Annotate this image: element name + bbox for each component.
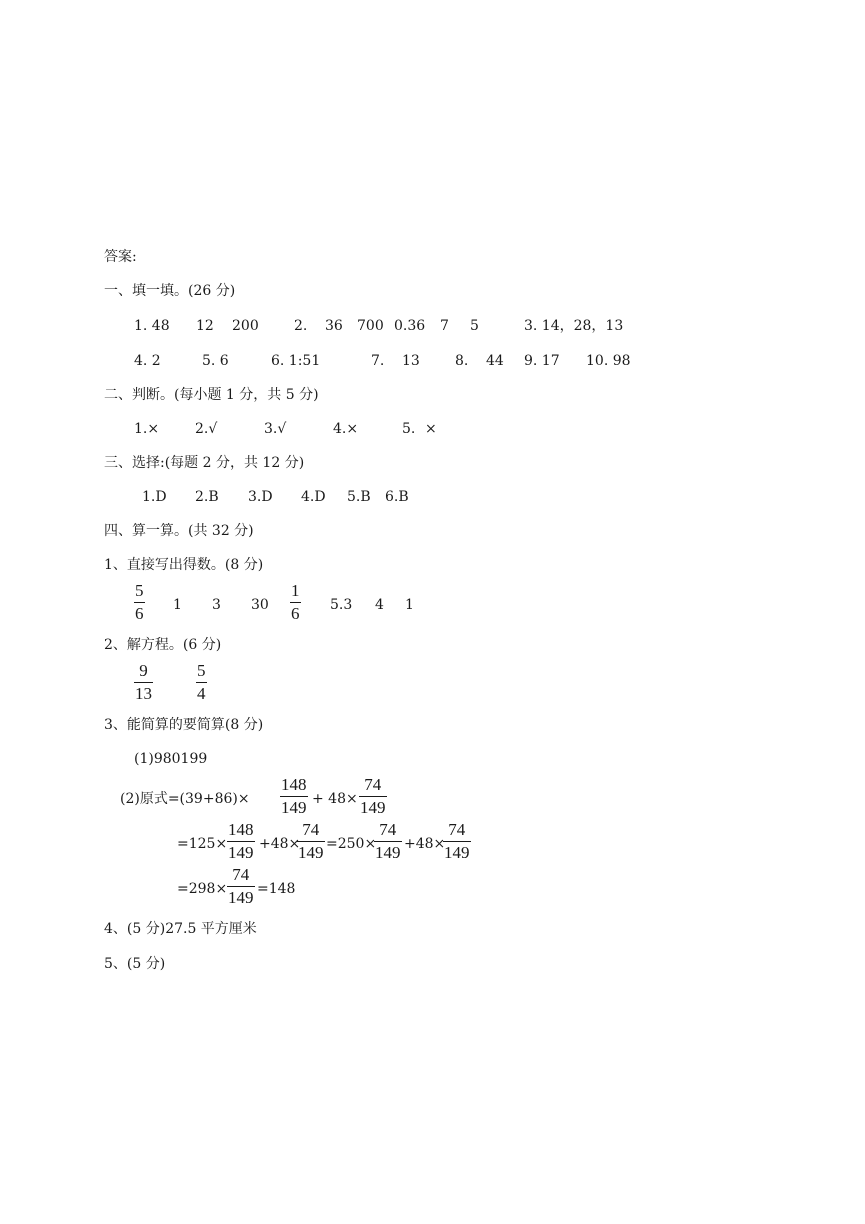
- fraction: 5 6: [135, 581, 144, 623]
- answer-item: 1.×: [134, 421, 160, 437]
- answer-item: 6. 1:51: [271, 353, 321, 369]
- answer-item: 7.: [371, 353, 385, 369]
- expression-text: +48×: [404, 836, 446, 852]
- answer-title: 答案:: [104, 249, 137, 265]
- answer-item: 700: [357, 318, 384, 334]
- answer-item: 5.: [402, 421, 416, 437]
- fraction: 74 149: [444, 820, 470, 862]
- question-4-answer: 4、(5 分)27.5 平方厘米: [104, 921, 257, 937]
- answer-item: 44: [486, 353, 504, 369]
- section-3-heading: 三、选择:(每题 2 分，共 12 分): [104, 455, 305, 471]
- fraction: 1 6: [291, 581, 300, 623]
- expression-text: (2)原式=(39+86)×: [120, 791, 250, 807]
- fraction: 5 4: [197, 661, 206, 703]
- answer-item: 4.D: [301, 489, 326, 505]
- fraction: 9 13: [135, 661, 152, 703]
- answer-item: 4. 2: [134, 353, 161, 369]
- answer-item: 8.: [455, 353, 469, 369]
- expression-text: + 48×: [312, 791, 358, 807]
- answer-item: 6.B: [385, 489, 409, 505]
- answer-item: 1: [173, 597, 182, 613]
- answer-item: 36: [325, 318, 343, 334]
- answer-item: 1: [405, 597, 414, 613]
- answer-item: 10. 98: [586, 353, 631, 369]
- answer-item: 3.D: [248, 489, 273, 505]
- answer-item: 9. 17: [524, 353, 560, 369]
- fraction: 148 149: [228, 820, 254, 862]
- answer-item: 3.√: [264, 421, 287, 437]
- fraction: 74 149: [228, 865, 254, 907]
- answer-item: 3: [212, 597, 221, 613]
- answer-item: 200: [232, 318, 259, 334]
- answer-item: 1.D: [142, 489, 167, 505]
- answer-item: 13: [402, 353, 420, 369]
- answer-item: 2.√: [195, 421, 218, 437]
- answer-item: 12: [196, 318, 214, 334]
- answer-item: 0.36: [394, 318, 426, 334]
- answer-item: 4.×: [333, 421, 359, 437]
- section-2-heading: 二、判断。(每小题 1 分，共 5 分): [104, 387, 319, 403]
- fraction: 148 149: [281, 775, 307, 817]
- question-3-label: 3、能简算的要简算(8 分): [104, 717, 264, 733]
- answer-item: 2.B: [195, 489, 219, 505]
- answer-item: 3. 14，28，13: [524, 318, 624, 334]
- answer-item: 30: [251, 597, 269, 613]
- question-2-label: 2、解方程。(6 分): [104, 637, 222, 653]
- answer-item: 2.: [294, 318, 308, 334]
- question-1-label: 1、直接写出得数。(8 分): [104, 557, 264, 573]
- answer-item: 7: [440, 318, 449, 334]
- answer-item: ×: [425, 421, 437, 437]
- answer-item: (1)980199: [134, 751, 208, 767]
- section-1-heading: 一、填一填。(26 分): [104, 283, 236, 299]
- fraction: 74 149: [298, 820, 324, 862]
- expression-text: =148: [257, 881, 296, 897]
- expression-text: =125×: [177, 836, 228, 852]
- section-4-heading: 四、算一算。(共 32 分): [104, 523, 254, 539]
- fraction: 74 149: [375, 820, 401, 862]
- answer-item: 5. 6: [202, 353, 229, 369]
- answer-item: 4: [375, 597, 384, 613]
- expression-text: =298×: [177, 881, 228, 897]
- answer-item: 5: [470, 318, 479, 334]
- expression-text: +48×: [259, 836, 301, 852]
- question-5-label: 5、(5 分): [104, 956, 166, 972]
- answer-item: 1. 48: [134, 318, 170, 334]
- answer-item: 5.3: [330, 597, 353, 613]
- answer-item: 5.B: [347, 489, 371, 505]
- fraction: 74 149: [360, 775, 386, 817]
- expression-text: =250×: [326, 836, 377, 852]
